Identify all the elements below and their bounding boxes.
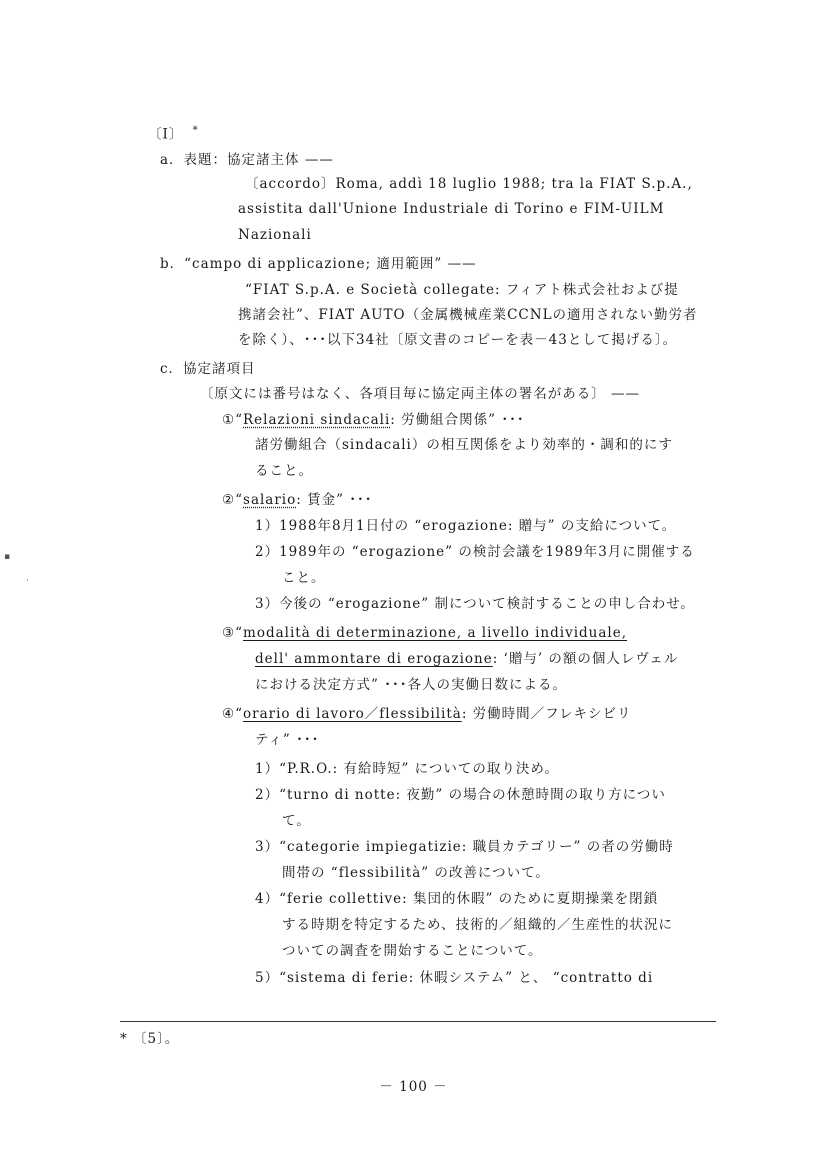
item-1-italian-term: Relazioni sindacali	[243, 412, 391, 428]
item-4-sub-4-cont-2: ついての調査を開始することについて。	[282, 943, 543, 959]
section-b-label: b．“campo di applicazione; 適用範囲” ——	[160, 256, 477, 272]
item-4-heading: ④“orario di lavoro／flessibilità: 労働時間／フレキシビリ	[222, 706, 632, 722]
section-b-line-3: を除く）、･･･以下34社〔原文書のコピーを表－43として掲げる〕。	[238, 332, 678, 348]
footnote-divider	[120, 1021, 716, 1022]
section-a-line-1: 〔accordo〕Roma, addì 18 luglio 1988; tra la FIAT S.p.A.,	[245, 176, 693, 192]
item-4-sub-3-cont: 間帯の “flessibilità” の改善について。	[282, 865, 550, 881]
item-4-sub-5: 5）“sistema di ferie: 休暇システム” と、 “contratto di	[255, 970, 654, 986]
section-heading	[148, 122, 199, 144]
item-4-heading-cont: ティ” ･･･	[255, 732, 320, 748]
item-4-sub-1: 1）“P.R.O.: 有給時短” についての取り決め。	[255, 761, 559, 777]
section-c-intro: 〔原文には番号はなく、各項目毎に協定両主体の署名がある〕 ——	[200, 386, 641, 402]
item-4-sub-4: 4）“ferie collettive: 集団的休暇” のために夏期操業を閉鎖	[255, 891, 659, 907]
scan-speck-icon: ·	[26, 576, 30, 586]
item-4-number: ④	[222, 706, 236, 722]
item-3-line-2: dell' ammontare di erogazione: ‘贈与’ の額の個人レヴェル	[255, 651, 679, 667]
item-2-heading: ②“salario: 賃金” ･･･	[222, 492, 373, 508]
item-2-sub-2: 2）1989年の “erogazione” の検討会議を1989年3月に開催する	[255, 544, 695, 560]
section-c-label: c．協定諸項目	[160, 361, 256, 377]
item-1-number: ①	[222, 412, 236, 428]
item-4-sub-2-cont: て。	[282, 813, 311, 829]
item-1-body-2: ること。	[255, 463, 313, 479]
section-a-label: a．表題：協定諸主体 ——	[160, 152, 334, 168]
item-3-italian-term-1: modalità di determinazione, a livello individuale,	[243, 625, 628, 641]
item-4-sub-2: 2）“turno di notte: 夜勤” の場合の休憩時間の取り方につい	[255, 787, 666, 803]
scan-speck-icon: ▪	[4, 552, 12, 562]
item-1-heading: ①“Relazioni sindacali: 労働組合関係” ･･･	[222, 412, 525, 428]
item-3-number: ③	[222, 625, 236, 641]
item-2-sub-3: 3）今後の “erogazione” 制について検討することの申し合わせ。	[255, 596, 695, 612]
item-1-body-1: 諸労働組合（sindacali）の相互関係をより効率的・調和的にす	[255, 437, 673, 453]
section-mark: 〔Ⅰ〕	[148, 126, 184, 143]
section-b-line-1: “FIAT S.p.A. e Società collegate: フィアト株式会社および提	[245, 282, 679, 298]
item-2-italian-term: salario	[243, 492, 297, 508]
item-3-italian-term-2: dell' ammontare di erogazione	[255, 651, 493, 667]
section-a-line-2: assistita dall'Unione Industriale di Torino e FIM-UILM	[238, 201, 665, 217]
item-4-sub-3: 3）“categorie impiegatizie: 職員カテゴリー” の者の労働時	[255, 839, 674, 855]
footnote-ref: *	[192, 125, 199, 136]
item-3-line-3: における決定方式” ･･･各人の実働日数による。	[255, 677, 567, 693]
item-4-sub-4-cont-1: する時期を特定するため、技術的／組織的／生産性的状況に	[282, 917, 673, 933]
section-a-line-3: Nazionali	[238, 227, 312, 243]
page-number: － 100 －	[379, 1079, 448, 1095]
item-3-heading: ③“modalità di determinazione, a livello individuale,	[222, 625, 628, 641]
item-4-italian-term: orario di lavoro／flessibilità	[243, 706, 462, 722]
section-b-line-2: 携諸会社”、FIAT AUTO（金属機械産業CCNLの適用されない勤労者	[238, 307, 698, 323]
footnote: * 〔5〕。	[120, 1031, 180, 1047]
item-2-sub-1: 1）1988年8月1日付の “erogazione: 贈与” の支給について。	[255, 518, 677, 534]
item-2-sub-2-cont: こと。	[282, 570, 326, 586]
item-2-number: ②	[222, 492, 236, 508]
